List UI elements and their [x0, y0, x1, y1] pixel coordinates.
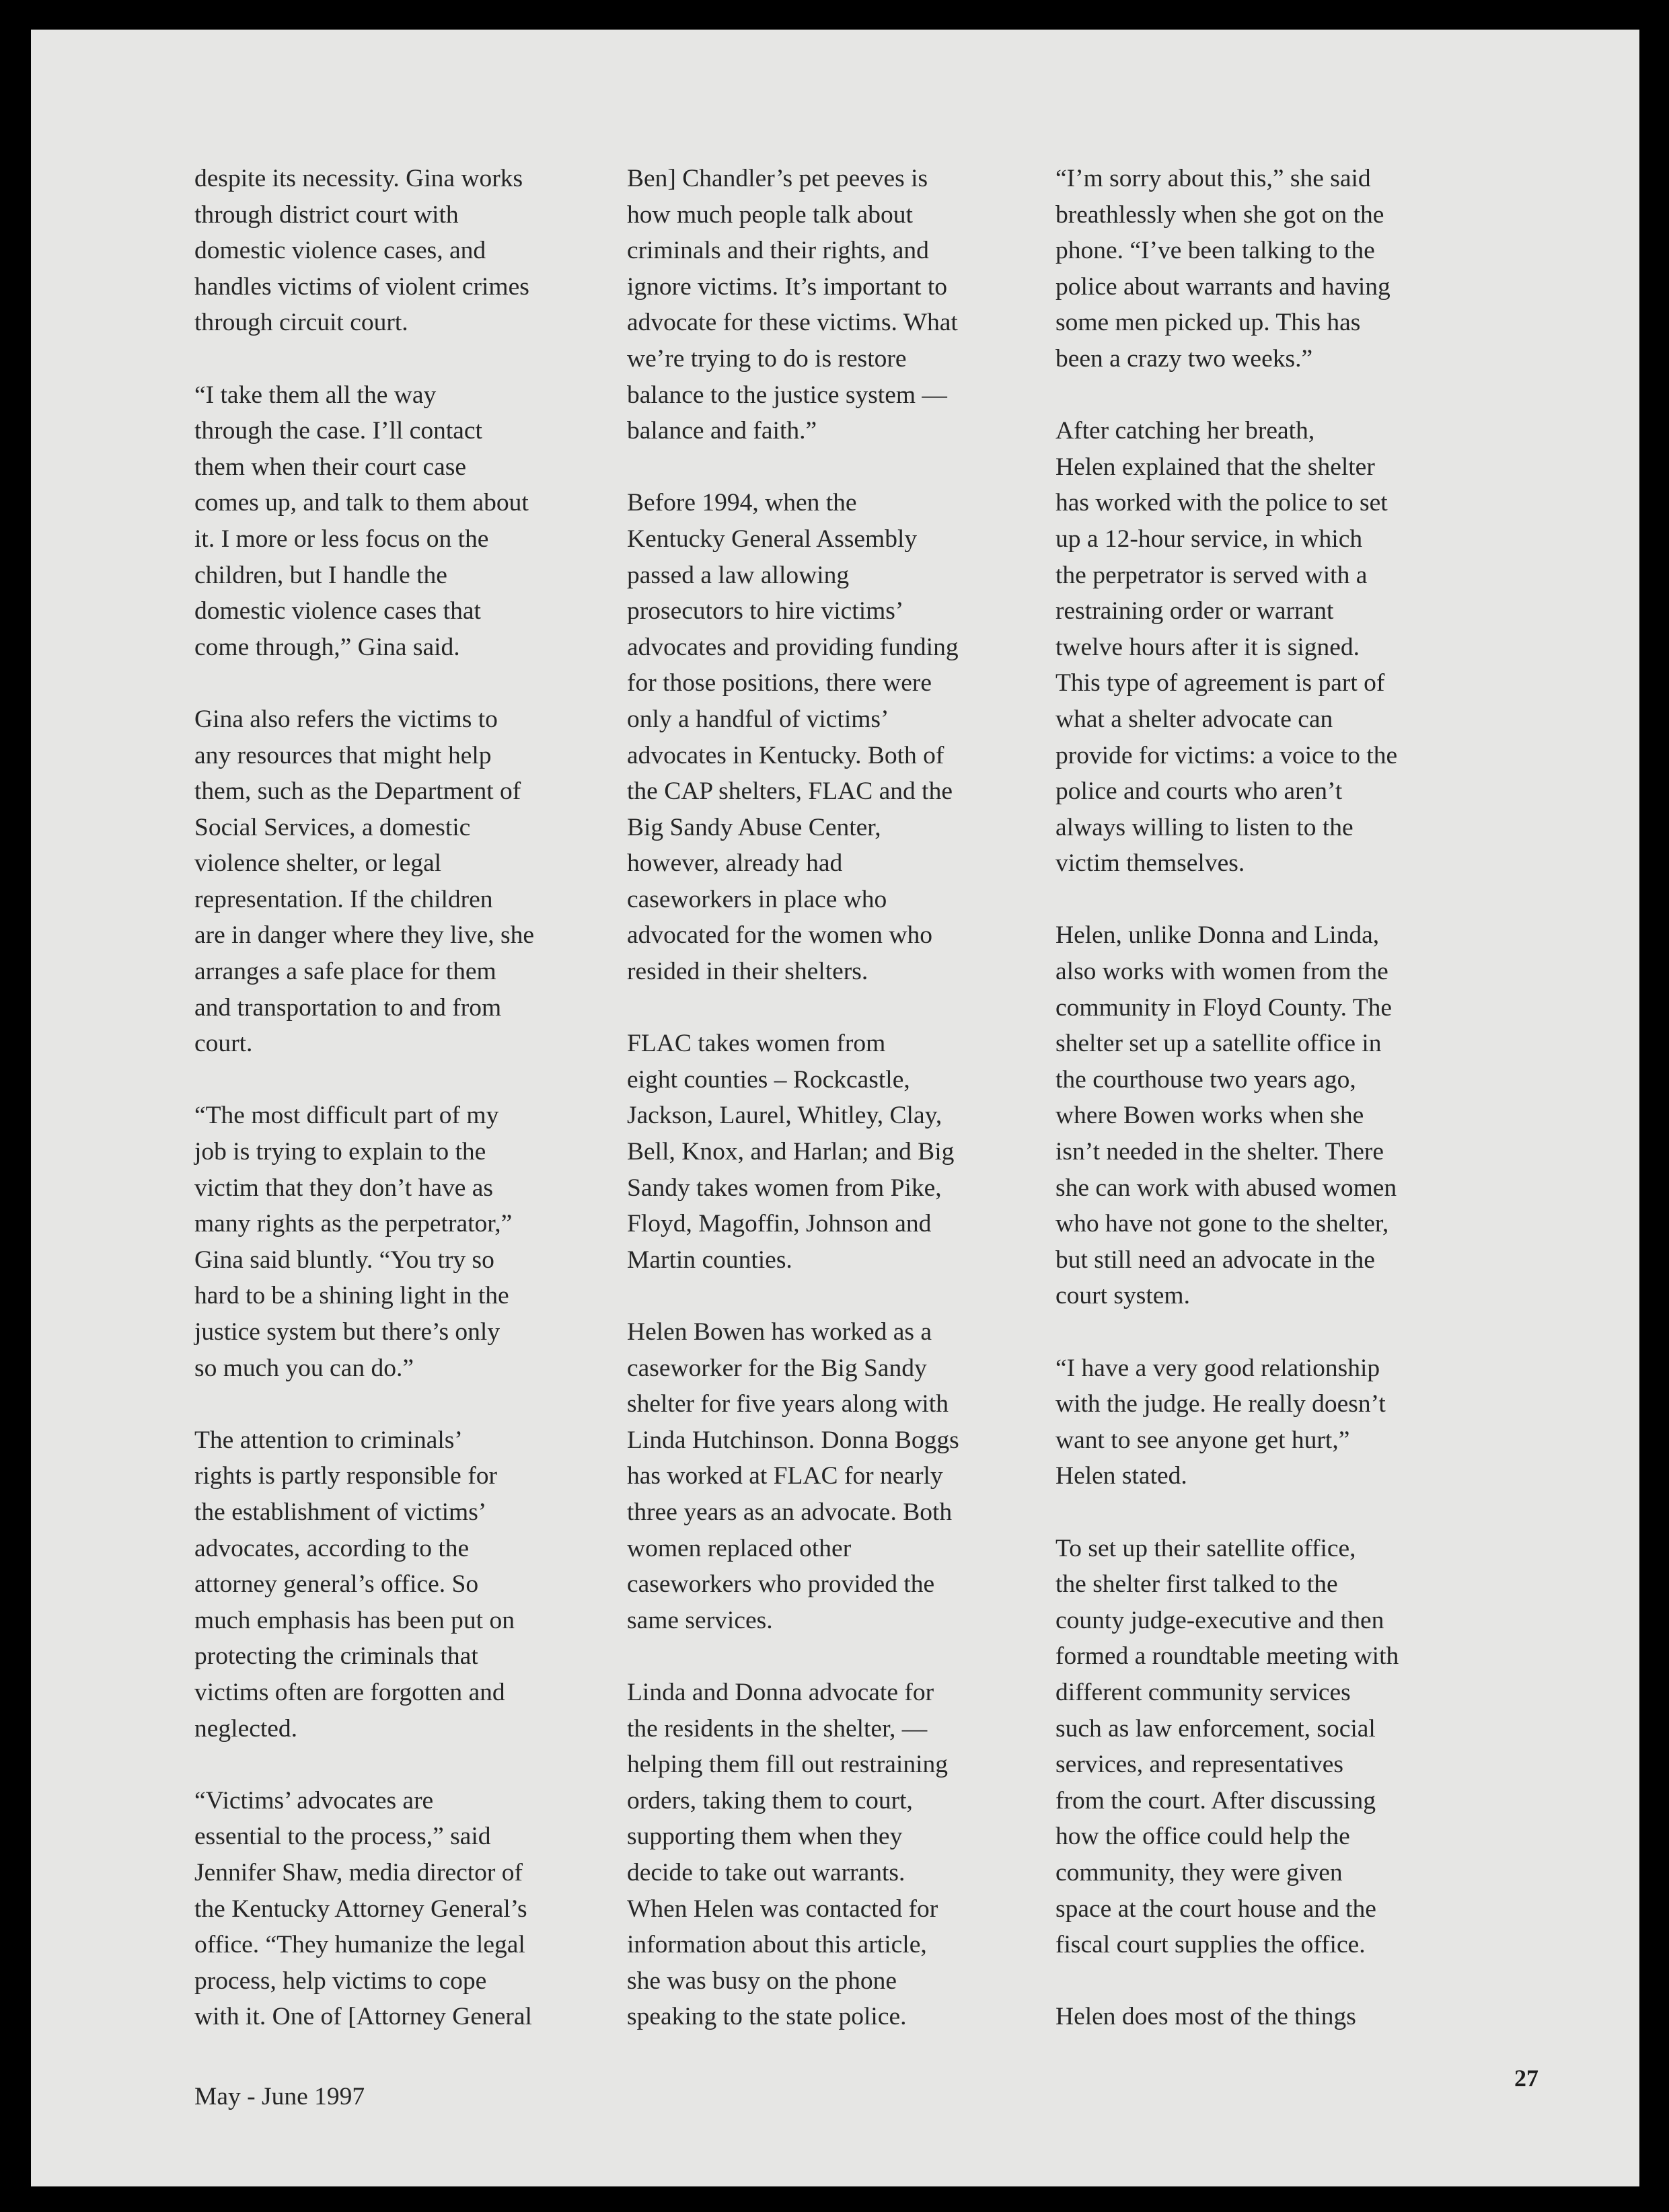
text-column-3 [1055, 161, 1486, 2035]
paragraph: FLAC takes women from eight counties – Rockcastle, Jackson, Laurel, Whitley, Clay, Bell, Knox, and Harlan; and Big Sandy takes women from Pike, Floyd, Magoffin, Johnson and Martin counties. [627, 1030, 955, 1274]
paragraph: After catching her breath, Helen explained that the shelter has worked with the police to set up a 12-hour service, in which the perpetrator is served with a restraining order or warrant twelve hours after it is signed. This type of agreement is part of what a shelter advocate can provide for victims: a voice to the police and courts who aren’t always willing to listen to the victim themselves. [1055, 417, 1398, 878]
paragraph: “I take them all the way through the case. I’ll contact them when their court case comes up, and talk to them about it. I more or less focus on the children, but I handle the domestic violence cases that come through,” Gina said. [194, 381, 529, 661]
paragraph: The attention to criminals’ rights is partly responsible for the establishment of victims’ advocates, according to the attorney general’s office. So much emphasis has been put on protecting the criminals that victims often are forgotten and neglected. [194, 1426, 515, 1743]
paragraph: “Victims’ advocates are essential to the process,” said Jennifer Shaw, media director of the Kentucky Attorney General’s office. “They humanize the legal process, help victims to cope with it. One of [Attorney General [194, 1786, 532, 2031]
paragraph: Gina also refers the victims to any resources that might help them, such as the Department of Social Services, a domestic violence shelter, or legal representation. If the children are in danger where they live, she arranges a safe place for them and transportation to and from court. [194, 705, 534, 1058]
paragraph: “I have a very good relationship with the judge. He really doesn’t want to see anyone get hurt,” Helen stated. [1055, 1354, 1386, 1490]
paragraph: Helen does most of the things [1055, 2003, 1356, 2031]
paragraph: Ben] Chandler’s pet peeves is how much people talk about criminals and their rights, and ignore victims. It’s important to advocate for these victims. What we’re trying to do is restore balance to the justice system — balance and faith.” [627, 165, 958, 445]
paragraph: To set up their satellite office, the shelter first talked to the county judge-executive and then formed a roundtable meeting with different community services such as law enforcement, social services, and representatives from the court. After discussing how the office could help the community, they were given space at the court house and the fiscal court supplies the office. [1055, 1534, 1399, 1959]
text-column-2 [627, 161, 1058, 2035]
paragraph: “I’m sorry about this,” she said breathlessly when she got on the phone. “I’ve been talking to the police about warrants and having some men picked up. This has been a crazy two weeks.” [1055, 165, 1390, 373]
paragraph: Helen Bowen has worked as a caseworker for the Big Sandy shelter for five years along with Linda Hutchinson. Donna Boggs has worked at FLAC for nearly three years as an advocate. Both women replaced other caseworkers who provided the same services. [627, 1318, 959, 1634]
paragraph: “The most difficult part of my job is trying to explain to the victim that they don’t have as many rights as the perpetrator,” Gina said bluntly. “You try so hard to be a shining light in the justice system but there’s only so much you can do.” [194, 1102, 513, 1382]
issue-date: May - June 1997 [194, 2083, 365, 2110]
paragraph: Linda and Donna advocate for the residents in the shelter, — helping them fill out restraining orders, taking them to court, supporting them when they decide to take out warrants. When Helen was contacted for information about this article, she was busy on the phone speaking to the state police. [627, 1678, 948, 2031]
page-number: 27 [1514, 2065, 1538, 2092]
paragraph: Helen, unlike Donna and Linda, also works with women from the community in Floyd County. The shelter set up a satellite office in the courthouse two years ago, where Bowen works when she isn’t needed in the shelter. There she can work with abused women who have not gone to the shelter, but still need an advocate in the court system. [1055, 921, 1397, 1310]
magazine-page [31, 30, 1639, 2186]
text-column-1 [194, 161, 625, 2035]
paragraph: despite its necessity. Gina works through district court with domestic violence cases, and handles victims of violent crimes through circuit court. [194, 165, 529, 337]
paragraph: Before 1994, when the Kentucky General Assembly passed a law allowing prosecutors to hire victims’ advocates and providing funding for those positions, there were only a handful of victims’ advocates in Kentucky. Both of the CAP shelters, FLAC and the Big Sandy Abuse Center, however, already had caseworkers in place who advocated for the women who resided in their shelters. [627, 489, 959, 986]
